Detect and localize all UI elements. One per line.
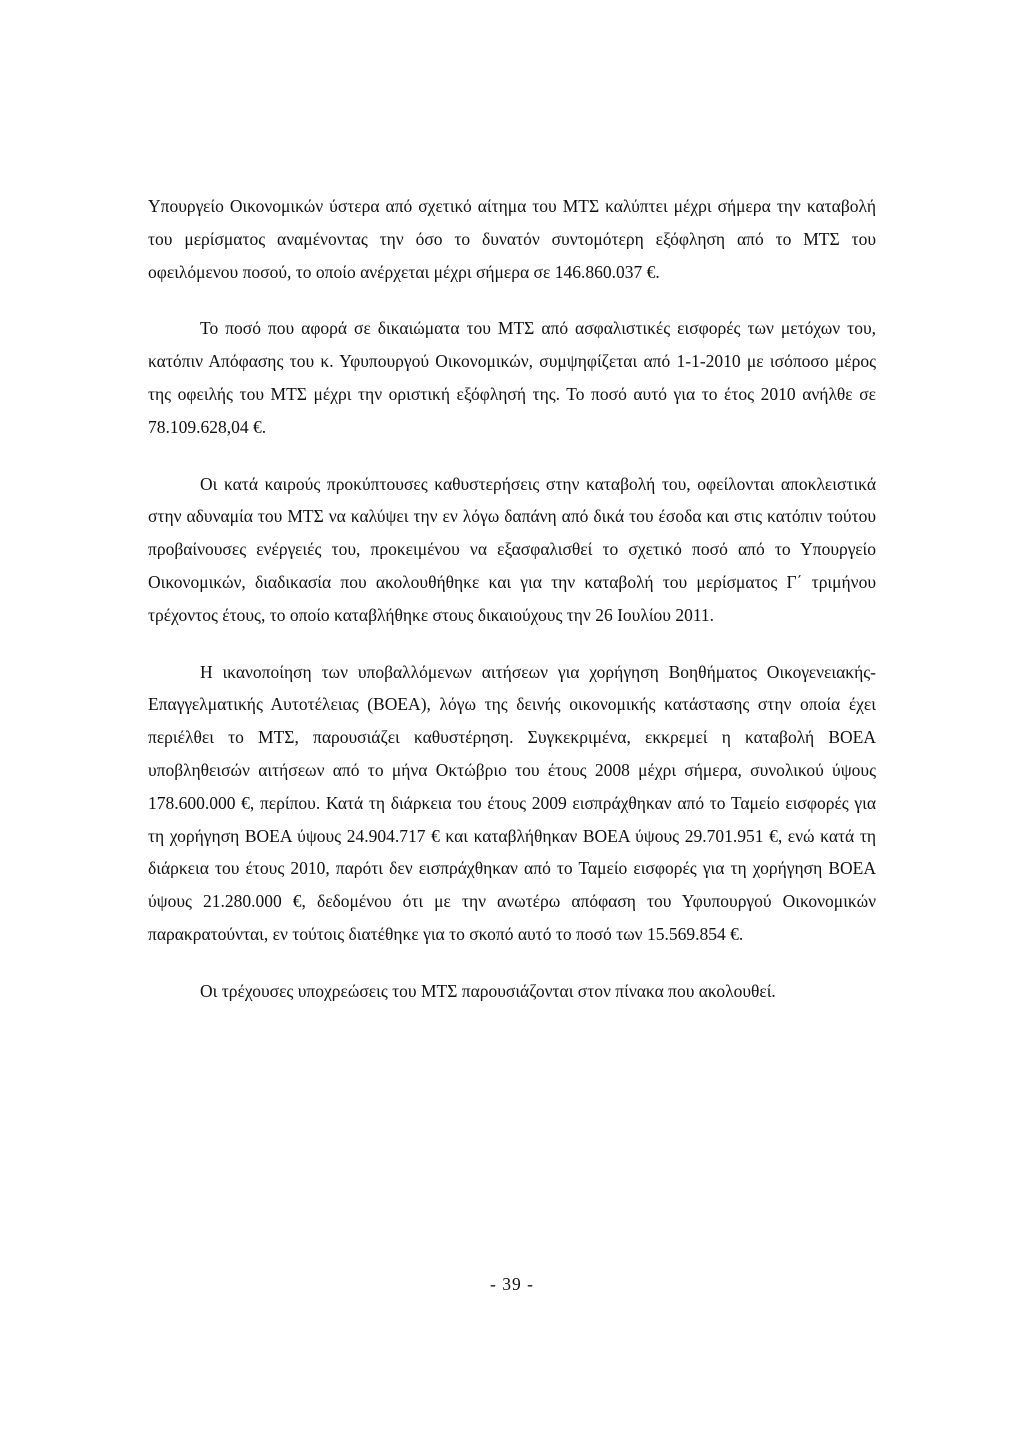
paragraph-insurance-offset: Το ποσό που αφορά σε δικαιώματα του ΜΤΣ από ασφαλιστικές εισφορές των μετόχων του, κατόπιν Απόφασης του κ. Υφυπουργού Οικονομικών, συμψηφίζεται από 1-1-2010 με ισόποσο μέρος της οφειλής του ΜΤΣ μέχρι την οριστική εξόφλησή της. Το ποσό αυτό για το έτος 2010 ανήλθε σε 78.109.628,04 €.	[148, 318, 876, 437]
paragraph-payment-delays: Οι κατά καιρούς προκύπτουσες καθυστερήσεις στην καταβολή του, οφείλονται αποκλειστικά στην αδυναμία του ΜΤΣ να καλύψει την εν λόγω δαπάνη από δικά του έσοδα και στις κατόπιν τούτου προβαίνουσες ενέργειές του, προκειμένου να εξασφαλισθεί το σχετικό ποσό από το Υπουργείο Οικονομικών, διαδικασία που ακολουθήθηκε και για την καταβολή του μερίσματος Γ΄ τριμήνου τρέχοντος έτους, το οποίο καταβλήθηκε στους δικαιούχους την 26 Ιουλίου 2011.	[148, 473, 876, 625]
paragraph-boea-delays: Η ικανοποίηση των υποβαλλόμενων αιτήσεων για χορήγηση Βοηθήματος Οικογενειακής-Επαγγελματικής Αυτοτέλειας (ΒΟΕΑ), λόγω της δεινής οικονομικής κατάστασης στην οποία έχει περιέλθει το ΜΤΣ, παρουσιάζει καθυστέρηση. Συγκεκριμένα, εκκρεμεί η καταβολή ΒΟΕΑ υποβληθεισών αιτήσεων από το μήνα Οκτώβριο του έτους 2008 μέχρι σήμερα, συνολικού ύψους 178.600.000 €, περίπου. Κατά τη διάρκεια του έτους 2009 εισπράχθηκαν από το Ταμείο εισφορές για τη χορήγηση ΒΟΕΑ ύψους 24.904.717 € και καταβλήθηκαν ΒΟΕΑ ύψους 29.701.951 €, ενώ κατά τη διάρκεια του έτους 2010, παρότι δεν εισπράχθηκαν από το Ταμείο εισφορές για τη χορήγηση ΒΟΕΑ ύψους 21.280.000 €, δεδομένου ότι με την ανωτέρω απόφαση του Υφυπουργού Οικονομικών παρακρατούνται, εν τούτοις διατέθηκε για το σκοπό αυτό το ποσό των 15.569.854 €.	[148, 661, 876, 944]
page-number: - 39 -	[490, 1274, 534, 1294]
paragraph-ministry-coverage: Υπουργείο Οικονομικών ύστερα από σχετικό αίτημα του ΜΤΣ καλύπτει μέχρι σήμερα την καταβολή του μερίσματος αναμένοντας την όσο το δυνατόν συντομότερη εξόφληση από το ΜΤΣ του οφειλόμενου ποσού, το οποίο ανέρχεται μέχρι σήμερα σε 146.860.037 €.	[148, 196, 876, 282]
paragraph-current-obligations: Οι τρέχουσες υποχρεώσεις του ΜΤΣ παρουσιάζονται στον πίνακα που ακολουθεί.	[200, 980, 776, 1001]
